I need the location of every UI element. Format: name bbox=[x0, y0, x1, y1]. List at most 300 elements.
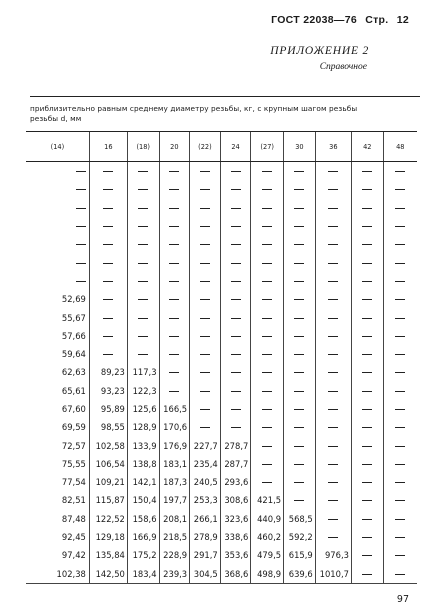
table-cell bbox=[251, 308, 284, 326]
dash-mark bbox=[294, 409, 304, 410]
table-cell bbox=[315, 528, 351, 546]
table-cell bbox=[127, 162, 159, 181]
dash-mark bbox=[362, 482, 372, 483]
dash-mark bbox=[362, 189, 372, 190]
table-cell bbox=[315, 290, 351, 308]
table-cell bbox=[383, 327, 417, 345]
dash-mark bbox=[169, 318, 179, 319]
table-cell bbox=[26, 162, 89, 181]
table-cell bbox=[26, 199, 89, 217]
table-cell: 166,5 bbox=[159, 400, 190, 418]
table-row bbox=[26, 546, 417, 564]
table-cell bbox=[220, 162, 251, 181]
dash-mark bbox=[262, 464, 272, 465]
column-header: 20 bbox=[159, 132, 190, 162]
table-cell: 117,3 bbox=[127, 363, 159, 381]
table-caption bbox=[30, 104, 420, 123]
table-cell bbox=[315, 235, 351, 253]
table-cell: 77,54 bbox=[61, 477, 86, 488]
table-row bbox=[26, 235, 417, 253]
table-cell: 102,38 bbox=[26, 565, 89, 584]
dash-mark bbox=[169, 354, 179, 355]
dash-mark bbox=[169, 244, 179, 245]
dash-mark bbox=[395, 427, 405, 428]
table-cell: 142,1 bbox=[127, 473, 159, 491]
table-cell: 183,4 bbox=[127, 565, 159, 584]
dash-mark bbox=[169, 189, 179, 190]
dash-mark bbox=[231, 336, 241, 337]
dash-mark bbox=[294, 336, 304, 337]
dash-mark bbox=[395, 574, 405, 575]
table-cell bbox=[383, 308, 417, 326]
dash-mark bbox=[294, 189, 304, 190]
dash-mark bbox=[395, 208, 405, 209]
dash-mark bbox=[328, 226, 338, 227]
table-cell: 568,5 bbox=[284, 510, 316, 528]
dash-mark bbox=[200, 391, 210, 392]
column-header: (14) bbox=[26, 132, 89, 162]
table-cell bbox=[159, 327, 190, 345]
dash-mark bbox=[262, 482, 272, 483]
table-cell bbox=[251, 217, 284, 235]
table-cell: 62,63 bbox=[61, 367, 86, 378]
table-cell: 353,6 bbox=[220, 546, 251, 564]
table-cell bbox=[26, 180, 89, 198]
table-cell bbox=[89, 308, 127, 326]
dash-mark bbox=[294, 244, 304, 245]
table-row bbox=[26, 345, 417, 363]
table-row bbox=[26, 528, 417, 546]
table-cell bbox=[284, 199, 316, 217]
table-cell bbox=[251, 400, 284, 418]
table-cell bbox=[159, 345, 190, 363]
table-cell: 253,3 bbox=[190, 491, 221, 509]
table-cell bbox=[315, 180, 351, 198]
table-cell bbox=[26, 217, 89, 235]
table-cell bbox=[383, 272, 417, 290]
table-cell bbox=[190, 272, 221, 290]
table-cell bbox=[383, 455, 417, 473]
dash-mark bbox=[103, 354, 113, 355]
dash-mark bbox=[328, 299, 338, 300]
table-cell bbox=[190, 235, 221, 253]
table-cell bbox=[284, 308, 316, 326]
table-cell: 615,9 bbox=[284, 546, 316, 564]
table-cell: 278,7 bbox=[220, 436, 251, 454]
table-cell bbox=[220, 253, 251, 271]
table-cell bbox=[383, 363, 417, 381]
table-cell: 240,5 bbox=[190, 473, 221, 491]
table-cell bbox=[220, 290, 251, 308]
table-cell bbox=[351, 528, 383, 546]
dash-mark bbox=[169, 336, 179, 337]
dash-mark bbox=[395, 519, 405, 520]
table-cell bbox=[351, 308, 383, 326]
dash-mark bbox=[294, 354, 304, 355]
table-cell: 93,23 bbox=[89, 382, 127, 400]
dash-mark bbox=[328, 372, 338, 373]
dash-mark bbox=[262, 354, 272, 355]
table-row bbox=[26, 363, 417, 381]
table-cell bbox=[383, 528, 417, 546]
table-cell bbox=[190, 382, 221, 400]
table-cell: 65,61 bbox=[61, 385, 86, 396]
standard-code: ГОСТ 22038—76 bbox=[271, 14, 358, 26]
dash-mark bbox=[395, 336, 405, 337]
dash-mark bbox=[328, 500, 338, 501]
dash-mark bbox=[138, 318, 148, 319]
dash-mark bbox=[231, 244, 241, 245]
dash-mark bbox=[200, 409, 210, 410]
dash-mark bbox=[362, 409, 372, 410]
table-cell bbox=[383, 473, 417, 491]
dash-mark bbox=[328, 409, 338, 410]
table-cell bbox=[220, 327, 251, 345]
table-cell: 976,3 bbox=[315, 546, 351, 564]
table-cell bbox=[383, 382, 417, 400]
dash-mark bbox=[200, 281, 210, 282]
table-cell: 235,4 bbox=[190, 455, 221, 473]
table-cell bbox=[284, 363, 316, 381]
dash-mark bbox=[395, 409, 405, 410]
table-cell bbox=[383, 180, 417, 198]
dash-mark bbox=[138, 171, 148, 172]
table-cell bbox=[383, 235, 417, 253]
dash-mark bbox=[200, 208, 210, 209]
dash-mark bbox=[76, 189, 86, 190]
table-cell bbox=[315, 510, 351, 528]
dash-mark bbox=[200, 336, 210, 337]
table-cell bbox=[351, 400, 383, 418]
dash-mark bbox=[103, 281, 113, 282]
dash-mark bbox=[362, 519, 372, 520]
dash-mark bbox=[395, 263, 405, 264]
dash-mark bbox=[395, 372, 405, 373]
dash-mark bbox=[262, 281, 272, 282]
page-header-number: 12 bbox=[396, 14, 409, 26]
table-cell: 176,9 bbox=[159, 436, 190, 454]
table-cell bbox=[89, 162, 127, 181]
table-cell bbox=[127, 327, 159, 345]
column-header: 16 bbox=[89, 132, 127, 162]
dash-mark bbox=[138, 281, 148, 282]
dash-mark bbox=[362, 244, 372, 245]
table-cell: 133,9 bbox=[127, 436, 159, 454]
table-cell bbox=[284, 491, 316, 509]
table-cell bbox=[284, 473, 316, 491]
column-header: 48 bbox=[383, 132, 417, 162]
table-cell bbox=[159, 235, 190, 253]
table-cell bbox=[26, 272, 89, 290]
column-header: (22) bbox=[190, 132, 221, 162]
dash-mark bbox=[294, 171, 304, 172]
dash-mark bbox=[294, 226, 304, 227]
table-cell bbox=[351, 491, 383, 509]
table-cell: 115,87 bbox=[89, 491, 127, 509]
table-cell bbox=[383, 436, 417, 454]
table-cell bbox=[127, 180, 159, 198]
table-cell bbox=[284, 345, 316, 363]
table-cell bbox=[251, 418, 284, 436]
table-cell bbox=[351, 327, 383, 345]
table-cell bbox=[284, 327, 316, 345]
table-cell bbox=[351, 235, 383, 253]
table-cell: 208,1 bbox=[159, 510, 190, 528]
dash-mark bbox=[362, 446, 372, 447]
table-cell bbox=[220, 180, 251, 198]
table-cell: 92,45 bbox=[61, 532, 86, 543]
table-cell bbox=[251, 455, 284, 473]
table-cell: 1010,7 bbox=[315, 565, 351, 584]
dash-mark bbox=[262, 372, 272, 373]
dash-mark bbox=[231, 208, 241, 209]
table-cell bbox=[351, 272, 383, 290]
dash-mark bbox=[294, 427, 304, 428]
table-cell bbox=[284, 382, 316, 400]
column-header: (27) bbox=[251, 132, 284, 162]
table-cell: 106,54 bbox=[89, 455, 127, 473]
table-cell bbox=[351, 345, 383, 363]
table-cell bbox=[89, 180, 127, 198]
top-rule bbox=[30, 96, 420, 97]
dash-mark bbox=[328, 391, 338, 392]
dash-mark bbox=[262, 409, 272, 410]
table-cell bbox=[159, 180, 190, 198]
table-cell bbox=[284, 272, 316, 290]
dash-mark bbox=[103, 244, 113, 245]
table-cell bbox=[351, 546, 383, 564]
table-cell bbox=[284, 235, 316, 253]
table-row bbox=[26, 418, 417, 436]
table-cell bbox=[315, 199, 351, 217]
table-cell bbox=[190, 217, 221, 235]
table-cell bbox=[127, 345, 159, 363]
table-cell: 52,69 bbox=[61, 294, 86, 305]
table-cell: 183,1 bbox=[159, 455, 190, 473]
table-cell bbox=[315, 272, 351, 290]
dash-mark bbox=[294, 446, 304, 447]
table-cell: 95,89 bbox=[89, 400, 127, 418]
table-cell bbox=[127, 290, 159, 308]
dash-mark bbox=[262, 391, 272, 392]
dash-mark bbox=[169, 299, 179, 300]
dash-mark bbox=[103, 189, 113, 190]
table-cell: 97,42 bbox=[61, 550, 86, 561]
table-cell bbox=[127, 272, 159, 290]
table-cell bbox=[351, 455, 383, 473]
table-cell bbox=[284, 418, 316, 436]
table-cell bbox=[220, 400, 251, 418]
table-row bbox=[26, 565, 417, 584]
dash-mark bbox=[294, 281, 304, 282]
table-cell bbox=[190, 327, 221, 345]
dash-mark bbox=[328, 427, 338, 428]
dash-mark bbox=[103, 171, 113, 172]
table-cell: 87,48 bbox=[61, 513, 86, 524]
table-cell bbox=[251, 180, 284, 198]
table-row bbox=[26, 510, 417, 528]
table-row bbox=[26, 180, 417, 198]
table-cell: 166,9 bbox=[127, 528, 159, 546]
table-cell bbox=[89, 290, 127, 308]
table-cell: 109,21 bbox=[89, 473, 127, 491]
table-cell bbox=[284, 455, 316, 473]
table-cell: 158,6 bbox=[127, 510, 159, 528]
table-cell bbox=[351, 418, 383, 436]
table-cell bbox=[351, 510, 383, 528]
dash-mark bbox=[231, 409, 241, 410]
table-cell bbox=[251, 382, 284, 400]
table-cell bbox=[159, 253, 190, 271]
table-cell bbox=[159, 382, 190, 400]
dash-mark bbox=[362, 537, 372, 538]
dash-mark bbox=[328, 171, 338, 172]
table-cell: 287,7 bbox=[220, 455, 251, 473]
table-cell bbox=[284, 436, 316, 454]
table-cell bbox=[190, 308, 221, 326]
table-cell: 57,66 bbox=[61, 330, 86, 341]
dash-mark bbox=[200, 226, 210, 227]
table-cell bbox=[251, 345, 284, 363]
table-cell bbox=[251, 253, 284, 271]
dash-mark bbox=[103, 226, 113, 227]
dash-mark bbox=[200, 171, 210, 172]
dash-mark bbox=[262, 171, 272, 172]
dash-mark bbox=[76, 171, 86, 172]
dash-mark bbox=[328, 189, 338, 190]
table-cell: 150,4 bbox=[127, 491, 159, 509]
table-row bbox=[26, 400, 417, 418]
table-cell: 82,51 bbox=[61, 495, 86, 506]
dash-mark bbox=[200, 244, 210, 245]
dash-mark bbox=[200, 372, 210, 373]
table-cell bbox=[127, 235, 159, 253]
table-cell: 75,55 bbox=[61, 458, 86, 469]
table-cell bbox=[383, 491, 417, 509]
table-cell: 175,2 bbox=[127, 546, 159, 564]
dash-mark bbox=[138, 263, 148, 264]
table-cell bbox=[190, 199, 221, 217]
dash-mark bbox=[138, 354, 148, 355]
dash-mark bbox=[395, 482, 405, 483]
table-cell: 239,3 bbox=[159, 565, 190, 584]
dash-mark bbox=[262, 446, 272, 447]
table-cell bbox=[284, 400, 316, 418]
dash-mark bbox=[395, 464, 405, 465]
table-cell: 122,3 bbox=[127, 382, 159, 400]
table-cell bbox=[220, 217, 251, 235]
dash-mark bbox=[200, 354, 210, 355]
page-header bbox=[266, 14, 409, 26]
table-cell: 498,9 bbox=[251, 565, 284, 584]
table-cell bbox=[315, 308, 351, 326]
dash-mark bbox=[328, 537, 338, 538]
table-cell: 228,9 bbox=[159, 546, 190, 564]
table-cell bbox=[315, 491, 351, 509]
dash-mark bbox=[328, 336, 338, 337]
column-header: 24 bbox=[220, 132, 251, 162]
table-cell bbox=[351, 565, 383, 584]
table-cell: 278,9 bbox=[190, 528, 221, 546]
table-cell: 67,60 bbox=[61, 404, 86, 414]
dash-mark bbox=[200, 263, 210, 264]
dash-mark bbox=[231, 226, 241, 227]
table-cell bbox=[351, 290, 383, 308]
dash-mark bbox=[362, 574, 372, 575]
table-cell bbox=[284, 217, 316, 235]
table-cell bbox=[159, 290, 190, 308]
dash-mark bbox=[395, 244, 405, 245]
table-cell: 59,64 bbox=[61, 349, 86, 360]
dash-mark bbox=[138, 189, 148, 190]
caption-line-2: резьбы d, мм bbox=[30, 113, 82, 123]
table-cell bbox=[127, 217, 159, 235]
table-cell bbox=[351, 253, 383, 271]
dash-mark bbox=[328, 464, 338, 465]
table-cell: 98,55 bbox=[89, 418, 127, 436]
table-cell: 639,6 bbox=[284, 565, 316, 584]
dash-mark bbox=[395, 281, 405, 282]
dash-mark bbox=[362, 555, 372, 556]
table-cell bbox=[351, 473, 383, 491]
dash-mark bbox=[362, 226, 372, 227]
table-cell bbox=[383, 290, 417, 308]
table-cell bbox=[190, 363, 221, 381]
caption-line-1: приблизительно равным среднему диаметру резьбы, кг, с крупным шагом резьбы bbox=[30, 104, 358, 113]
table-cell bbox=[220, 382, 251, 400]
table-cell bbox=[220, 235, 251, 253]
dash-mark bbox=[138, 244, 148, 245]
appendix-title: ПРИЛОЖЕНИЕ 2 bbox=[270, 45, 369, 57]
table-cell bbox=[315, 162, 351, 181]
table-row bbox=[26, 382, 417, 400]
dash-mark bbox=[362, 263, 372, 264]
table-cell bbox=[315, 345, 351, 363]
dash-mark bbox=[395, 391, 405, 392]
dash-mark bbox=[76, 208, 86, 209]
dash-mark bbox=[169, 281, 179, 282]
table-cell: 440,9 bbox=[251, 510, 284, 528]
table-cell bbox=[383, 418, 417, 436]
table-row bbox=[26, 290, 417, 308]
dash-mark bbox=[262, 244, 272, 245]
dash-mark bbox=[362, 427, 372, 428]
dash-mark bbox=[328, 318, 338, 319]
dash-mark bbox=[294, 482, 304, 483]
dash-mark bbox=[328, 482, 338, 483]
table-cell: 227,7 bbox=[190, 436, 221, 454]
table-cell bbox=[383, 510, 417, 528]
table-cell: 138,8 bbox=[127, 455, 159, 473]
dash-mark bbox=[138, 208, 148, 209]
dash-mark bbox=[395, 555, 405, 556]
table-cell bbox=[190, 162, 221, 181]
table-cell bbox=[89, 327, 127, 345]
dash-mark bbox=[328, 244, 338, 245]
table-cell: 129,18 bbox=[89, 528, 127, 546]
table-cell bbox=[351, 199, 383, 217]
dash-mark bbox=[395, 171, 405, 172]
table-cell bbox=[220, 199, 251, 217]
dash-mark bbox=[328, 263, 338, 264]
table-cell bbox=[220, 363, 251, 381]
table-cell bbox=[315, 363, 351, 381]
dash-mark bbox=[362, 336, 372, 337]
dash-mark bbox=[362, 500, 372, 501]
table-cell: 338,6 bbox=[220, 528, 251, 546]
table-cell bbox=[251, 290, 284, 308]
table-cell bbox=[315, 217, 351, 235]
